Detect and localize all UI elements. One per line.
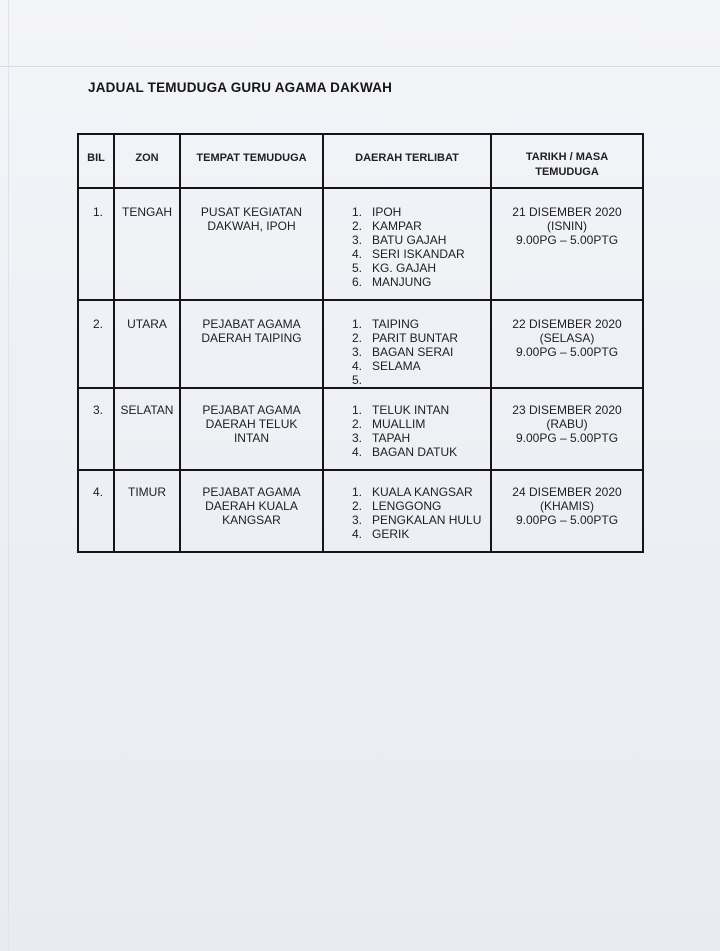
daerah-number: 2.	[352, 499, 363, 513]
daerah-item	[352, 527, 490, 541]
daerah-item	[352, 359, 490, 373]
cell-tempat	[180, 300, 323, 388]
table-row	[78, 300, 643, 388]
daerah-name: TAIPING	[372, 317, 420, 331]
interview-schedule-table	[77, 133, 644, 553]
daerah-number: 2.	[352, 331, 363, 345]
tarikh-line: (KHAMIS)	[540, 499, 594, 513]
cell-bil	[78, 388, 114, 470]
daerah-name: KAMPAR	[372, 219, 422, 233]
tarikh-line: 23 DISEMBER 2020	[512, 403, 622, 417]
tarikh-line: (SELASA)	[539, 331, 595, 345]
daerah-number: 1.	[352, 205, 363, 219]
tempat-line: DAERAH KUALA	[205, 499, 298, 513]
tempat-line: INTAN	[233, 431, 270, 445]
daerah-item	[352, 317, 490, 331]
bil-value: 4.	[93, 485, 104, 499]
daerah-item	[352, 247, 490, 261]
tempat-line: PEJABAT AGAMA	[202, 317, 301, 331]
tarikh-line: 9.00PG – 5.00PTG	[515, 345, 619, 359]
zon-value: UTARA	[127, 317, 167, 331]
daerah-number: 5.	[352, 373, 363, 387]
daerah-number: 2.	[352, 417, 363, 431]
daerah-name: MANJUNG	[372, 275, 432, 289]
daerah-number: 4.	[352, 445, 363, 459]
tempat-line: KANGSAR	[222, 513, 281, 527]
daerah-name: SERI ISKANDAR	[372, 247, 465, 261]
daerah-name: GERIK	[372, 527, 410, 541]
daerah-item	[352, 513, 490, 527]
tempat-line: PEJABAT AGAMA	[202, 485, 301, 499]
cell-zon	[114, 188, 180, 300]
daerah-name: PENGKALAN HULU	[372, 513, 482, 527]
tarikh-line: (RABU)	[546, 417, 588, 431]
cell-bil	[78, 300, 114, 388]
daerah-item	[352, 233, 490, 247]
daerah-item	[352, 417, 490, 431]
daerah-item	[352, 275, 490, 289]
tarikh-line: (ISNIN)	[547, 219, 587, 233]
cell-daerah	[323, 388, 491, 470]
daerah-item	[352, 485, 490, 499]
table-header-row	[78, 134, 643, 188]
tempat-line: DAKWAH, IPOH	[207, 219, 296, 233]
daerah-number: 6.	[352, 275, 363, 289]
table-row	[78, 388, 643, 470]
cell-zon	[114, 300, 180, 388]
bil-value: 3.	[93, 403, 104, 417]
daerah-number: 1.	[352, 403, 363, 417]
daerah-number: 4.	[352, 527, 363, 541]
tarikh-line: 9.00PG – 5.00PTG	[515, 431, 619, 445]
cell-tempat	[180, 470, 323, 552]
daerah-name: BAGAN SERAI	[372, 345, 454, 359]
daerah-number: 1.	[352, 485, 363, 499]
daerah-item	[352, 431, 490, 445]
tempat-line: PEJABAT AGAMA	[202, 403, 301, 417]
cell-daerah	[323, 188, 491, 300]
document-title: JADUAL TEMUDUGA GURU AGAMA DAKWAH	[88, 80, 393, 95]
header-tarikh	[491, 134, 643, 188]
bil-value: 1.	[93, 205, 104, 219]
cell-tarikh	[491, 388, 643, 470]
table-row	[78, 188, 643, 300]
tarikh-line: 9.00PG – 5.00PTG	[515, 513, 619, 527]
daerah-item	[352, 345, 490, 359]
daerah-number: 1.	[352, 317, 363, 331]
cell-zon	[114, 388, 180, 470]
daerah-item	[352, 373, 490, 387]
daerah-item	[352, 403, 490, 417]
cell-daerah	[323, 470, 491, 552]
daerah-number: 3.	[352, 431, 363, 445]
daerah-name: IPOH	[372, 205, 402, 219]
daerah-number: 3.	[352, 345, 363, 359]
header-zon: ZON	[114, 134, 180, 188]
table-row	[78, 470, 643, 552]
cell-tempat	[180, 388, 323, 470]
zon-value: TIMUR	[128, 485, 166, 499]
page-fold-line	[0, 66, 720, 67]
daerah-number: 4.	[352, 247, 363, 261]
daerah-name: PARIT BUNTAR	[372, 331, 459, 345]
header-tarikh-line1: TARIKH / MASA	[525, 151, 609, 163]
daerah-name: KG. GAJAH	[372, 261, 437, 275]
tempat-line: DAERAH TELUK	[205, 417, 298, 431]
daerah-item	[352, 445, 490, 459]
daerah-name: BAGAN DATUK	[372, 445, 458, 459]
tempat-line: PUSAT KEGIATAN	[200, 205, 303, 219]
zon-value: TENGAH	[121, 205, 172, 219]
daerah-item	[352, 499, 490, 513]
daerah-name: MUALLIM	[372, 417, 426, 431]
cell-daerah	[323, 300, 491, 388]
daerah-item	[352, 205, 490, 219]
cell-tempat	[180, 188, 323, 300]
daerah-name: KUALA KANGSAR	[372, 485, 473, 499]
daerah-number: 2.	[352, 219, 363, 233]
daerah-name: SELAMA	[372, 359, 421, 373]
cell-tarikh	[491, 188, 643, 300]
daerah-item	[352, 331, 490, 345]
zon-value: SELATAN	[120, 403, 174, 417]
tarikh-line: 22 DISEMBER 2020	[512, 317, 622, 331]
header-tarikh-line2: TEMUDUGA	[535, 166, 599, 178]
cell-bil	[78, 188, 114, 300]
daerah-item	[352, 261, 490, 275]
cell-tarikh	[491, 470, 643, 552]
tarikh-line: 9.00PG – 5.00PTG	[515, 233, 619, 247]
daerah-name: TAPAH	[372, 431, 411, 445]
daerah-number: 4.	[352, 359, 363, 373]
tarikh-line: 24 DISEMBER 2020	[512, 485, 622, 499]
daerah-name: TELUK INTAN	[372, 403, 450, 417]
cell-tarikh	[491, 300, 643, 388]
tarikh-line: 21 DISEMBER 2020	[512, 205, 622, 219]
daerah-number: 5.	[352, 261, 363, 275]
header-daerah: DAERAH TERLIBAT	[323, 134, 491, 188]
daerah-name: LENGGONG	[372, 499, 442, 513]
header-tempat: TEMPAT TEMUDUGA	[180, 134, 323, 188]
bil-value: 2.	[93, 317, 104, 331]
cell-zon	[114, 470, 180, 552]
daerah-number: 3.	[352, 513, 363, 527]
daerah-item	[352, 219, 490, 233]
tempat-line: DAERAH TAIPING	[201, 331, 302, 345]
page-edge	[8, 0, 9, 951]
header-bil: BIL	[78, 134, 114, 188]
daerah-name: BATU GAJAH	[372, 233, 447, 247]
daerah-number: 3.	[352, 233, 363, 247]
cell-bil	[78, 470, 114, 552]
